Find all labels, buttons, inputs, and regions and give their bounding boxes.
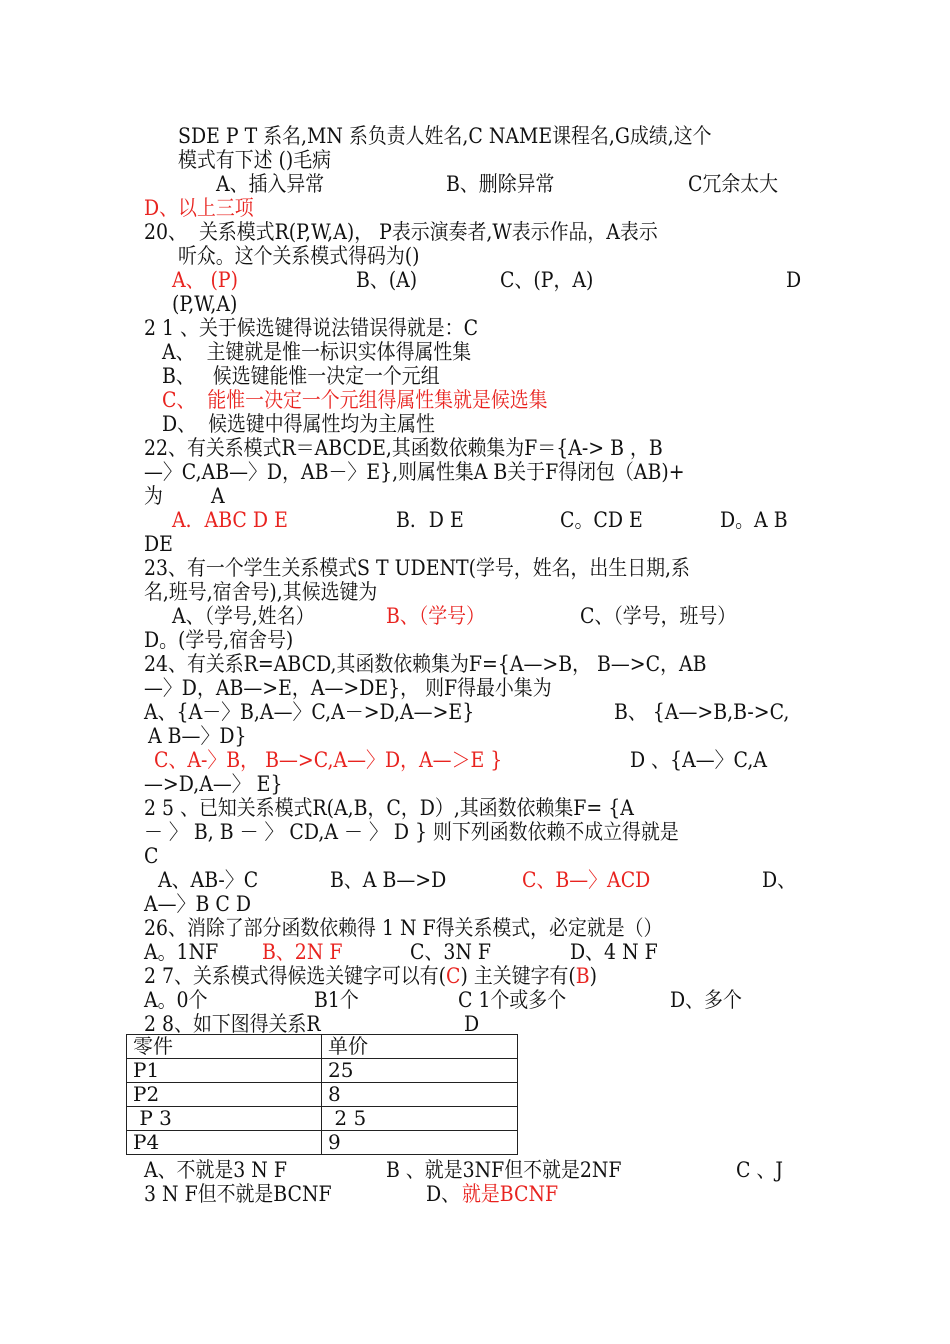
q25-option-d-label: D、 [762, 868, 797, 892]
q20-stem-line2: 听众。这个关系模式得码为() [178, 244, 420, 268]
cell-price: 8 [322, 1083, 518, 1107]
q25-answer-letter: C [144, 844, 159, 868]
q26-option-a: A。1NF [144, 940, 219, 964]
q21-option-c-answer: C、 能惟一决定一个元组得属性集就是候选集 [162, 388, 548, 412]
q19-line1: SDE P T 系名,MN 系负责人姓名,C NAME课程名,G成绩,这个 [178, 124, 712, 148]
q23-option-a: A、（学号,姓名） [172, 604, 315, 628]
q21-option-b: B、 候选键能惟一决定一个元组 [162, 364, 440, 388]
q23-option-b-answer: B、（学号） [386, 604, 485, 628]
q24-option-b-wrap: A B—〉D} [148, 724, 247, 748]
q25-stem-line1: 2 5 、已知关系模式R(A,B，C，D）,其函数依赖集F= {A [144, 796, 634, 820]
q19-line2: 模式有下述 ()毛病 [178, 148, 332, 172]
q27-answer-candidate: C [446, 964, 461, 988]
q25-option-c-answer: C、B—〉ACD [522, 868, 651, 892]
q26-option-c: C、3N F [410, 940, 492, 964]
q22-stem-line3: 为 A [144, 484, 225, 508]
q22-option-b: B．D E [396, 508, 464, 532]
q27-option-d: D、多个 [670, 988, 742, 1012]
q23-option-d: D。(学号,宿舍号) [144, 628, 294, 652]
q20-stem-line1: 20、 关系模式R(P,W,A)， P表示演奏者,W表示作品，A表示 [144, 220, 658, 244]
cell-price: 9 [322, 1131, 518, 1155]
cell-price: 25 [322, 1059, 518, 1083]
q28-option-d-answer: 就是BCNF [462, 1182, 559, 1206]
q27-option-b: B1个 [314, 988, 359, 1012]
q23-stem-line1: 23、有一个学生关系模式S T UDENT(学号，姓名，出生日期,系 [144, 556, 690, 580]
q20-option-d-value: (P,W,A) [172, 292, 238, 316]
q24-option-d-wrap: —>D,A—〉 E} [144, 772, 283, 796]
q26-option-d: D、4 N F [570, 940, 658, 964]
q19-option-c: C冗余太大 [688, 172, 779, 196]
q19-option-a: A、插入异常 [216, 172, 325, 196]
q22-option-d-wrap: DE [144, 532, 173, 556]
q19-option-d-answer: D、以上三项 [144, 196, 254, 220]
q21-stem: 2 1 、关于候选键得说法错误得就是：C [144, 316, 479, 340]
table-row [127, 1059, 518, 1083]
q25-option-d-value: A—〉B C D [144, 892, 251, 916]
cell-part: P2 [127, 1083, 322, 1107]
q27-option-a: A。0个 [144, 988, 208, 1012]
table-row [127, 1083, 518, 1107]
cell-part: P4 [127, 1131, 322, 1155]
q23-stem-line2: 名,班号,宿舍号),其候选键为 [144, 580, 378, 604]
q24-stem-line1: 24、有关系R=ABCD,其函数依赖集为F={A—>B， B—>C，AB [144, 652, 707, 676]
q19-option-b: B、删除异常 [446, 172, 555, 196]
q22-option-d: D。A B [720, 508, 788, 532]
header-price: 单价 [322, 1035, 518, 1059]
q21-option-a: A、 主键就是惟一标识实体得属性集 [162, 340, 472, 364]
q24-option-c-answer: C、A-〉B， B—>C,A—〉D，A—＞E } [154, 748, 503, 772]
q24-stem-line2: —〉D，AB—>E，A—>DE}， 则F得最小集为 [144, 676, 552, 700]
q27-answer-primary: B [575, 964, 590, 988]
q24-option-a: A、{A－〉B,A—〉C,A－>D,A—>E} [144, 700, 475, 724]
q28-option-a: A、不就是3 N F [144, 1158, 287, 1182]
q28-option-d-label: D、 [426, 1182, 461, 1206]
q27-stem-text: 2 7、关系模式得候选关键字可以有( [138, 964, 447, 988]
cell-part: P1 [127, 1059, 322, 1083]
q27-stem-close: ) [589, 964, 598, 988]
q28-answer-letter: D [464, 1012, 480, 1036]
q28-option-b: B 、就是3NF但不就是2NF [386, 1158, 622, 1182]
q20-option-b: B、(A) [356, 268, 418, 292]
header-part: 零件 [127, 1035, 322, 1059]
q23-option-c: C、（学号，班号） [580, 604, 737, 628]
table-row [127, 1107, 518, 1131]
q21-option-d: D、 候选键中得属性均为主属性 [162, 412, 435, 436]
q25-option-b: B、A B—>D [330, 868, 447, 892]
q27-stem [138, 964, 597, 988]
q28-option-c-value: 3 N F但不就是BCNF [144, 1182, 332, 1206]
q28-stem: 2 8、如下图得关系R [138, 1012, 321, 1036]
table-row [127, 1131, 518, 1155]
q25-option-a: A、AB-〉C [158, 868, 259, 892]
q26-stem: 26、消除了部分函数依赖得 1 N F得关系模式，必定就是（） [144, 916, 663, 940]
q24-option-b: B、 {A—>B,B->C, [614, 700, 790, 724]
q25-stem-line2: － 〉 B, B － 〉 CD,A － 〉 D } 则下列函数依赖不成立得就是 [144, 820, 679, 844]
cell-part: P 3 [127, 1107, 322, 1131]
q22-option-c: C。CD E [560, 508, 643, 532]
q27-stem-text-2: ) 主关键字有( [460, 964, 576, 988]
q20-option-c: C、(P，A) [500, 268, 594, 292]
q22-stem-line1: 22、有关系模式R＝ABCDE,其函数依赖集为F＝{A-> B ，B [144, 436, 663, 460]
q22-stem-line2: —〉C,AB—〉D，AB－〉E},则属性集A B关于F得闭包（AB)+ [144, 460, 685, 484]
cell-price: 2 5 [322, 1107, 518, 1131]
relation-table [126, 1034, 518, 1155]
q27-option-c: C 1个或多个 [458, 988, 567, 1012]
q24-option-d: D 、{A—〉C,A [630, 748, 767, 772]
q22-option-a-answer: A．ABC D E [172, 508, 288, 532]
q20-option-a-answer: A、 (P) [172, 268, 239, 292]
q26-option-b-answer: B、2N F [262, 940, 343, 964]
table-header-row [127, 1035, 518, 1059]
q28-option-c-label: C 、J [736, 1158, 783, 1182]
q20-option-d-label: D [786, 268, 802, 292]
